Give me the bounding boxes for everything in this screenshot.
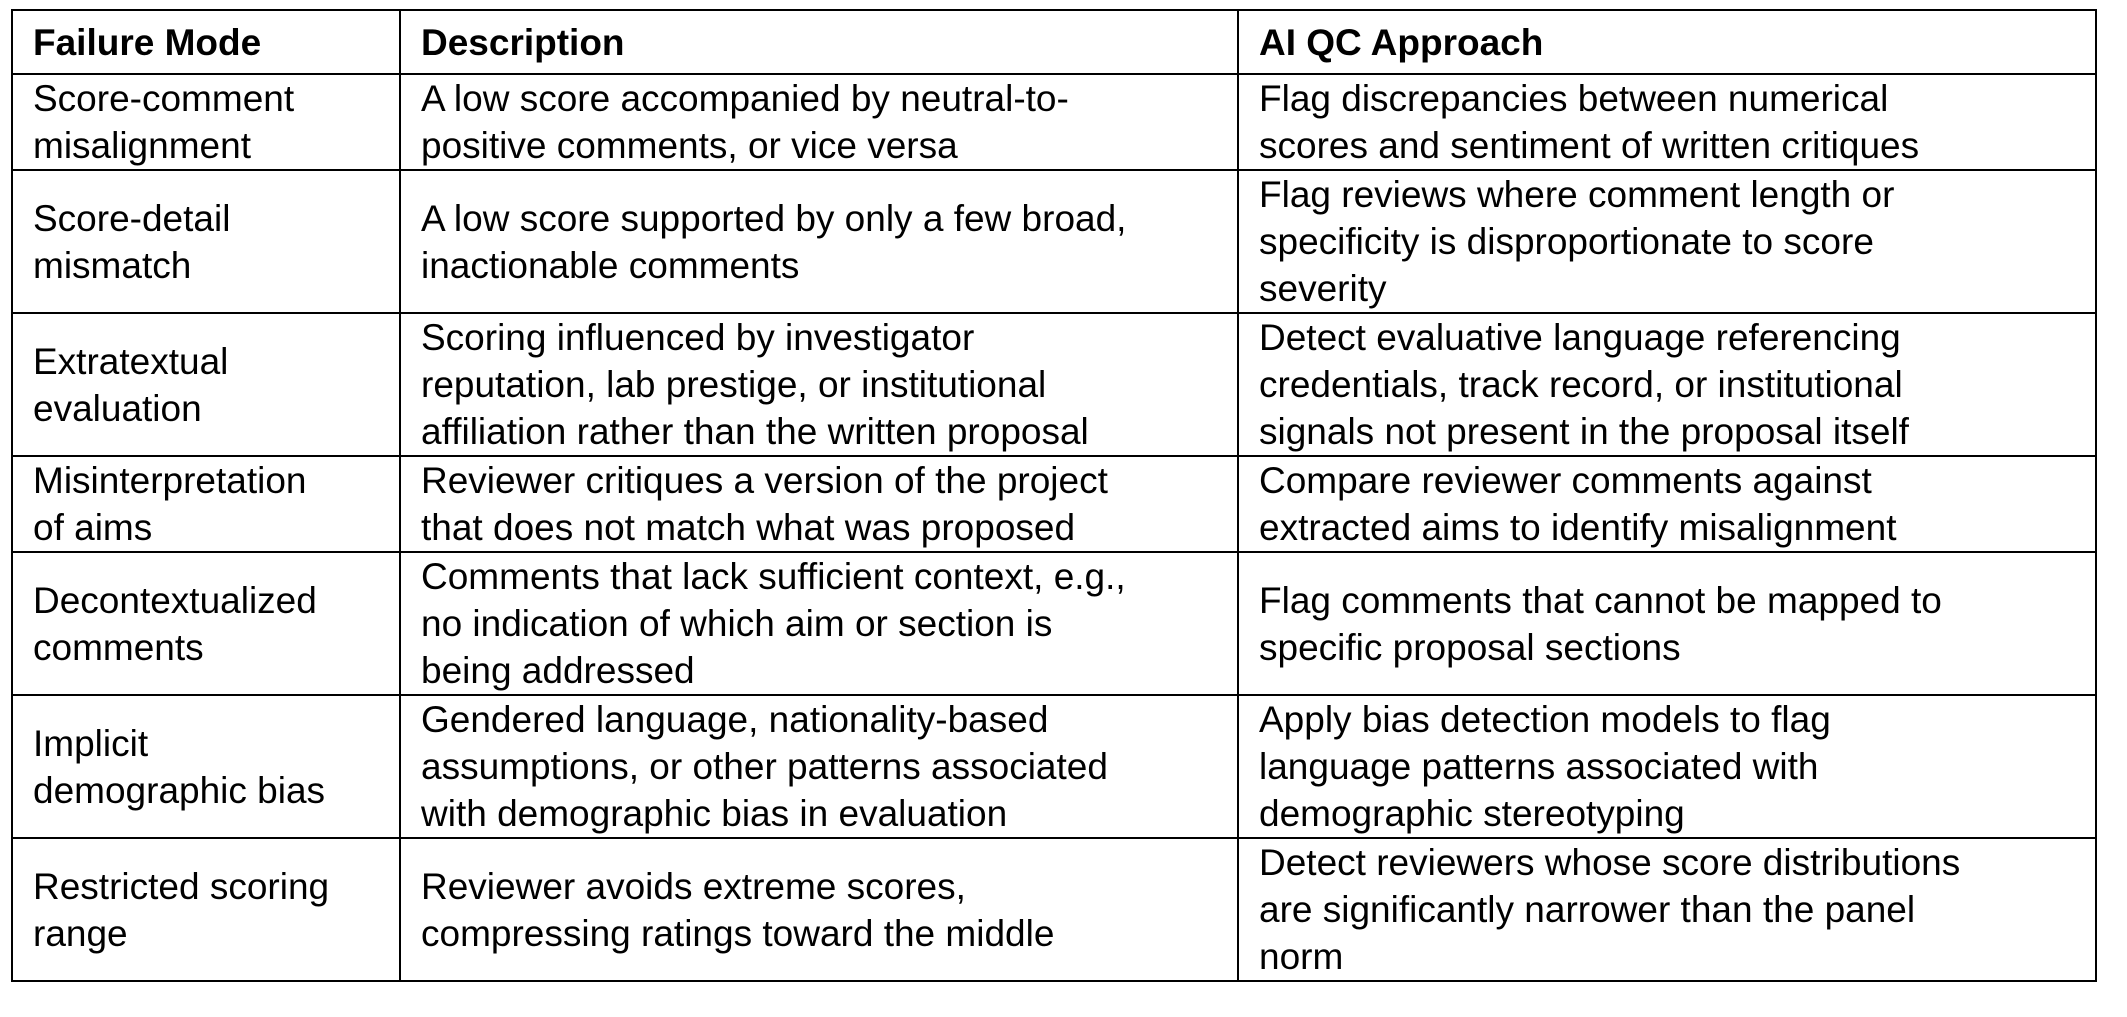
- table-row: [12, 74, 2096, 170]
- description-cell: Comments that lack sufficient context, e.g., no indication of which aim or section is being addressed: [400, 552, 1238, 695]
- description-cell: Reviewer avoids extreme scores, compressing ratings toward the middle: [400, 838, 1238, 981]
- ai-qc-approach-cell: Flag comments that cannot be mapped to specific proposal sections: [1238, 552, 2096, 695]
- table-header-row: [12, 10, 2096, 74]
- failure-mode-cell: Extratextual evaluation: [12, 313, 400, 456]
- ai-qc-approach-cell: Detect evaluative language referencing credentials, track record, or institutional signals not present in the proposal itself: [1238, 313, 2096, 456]
- description-cell: Reviewer critiques a version of the project that does not match what was proposed: [400, 456, 1238, 552]
- description-cell: A low score supported by only a few broad, inactionable comments: [400, 170, 1238, 313]
- ai-qc-approach-cell: Detect reviewers whose score distributions are significantly narrower than the panel norm: [1238, 838, 2096, 981]
- failure-mode-cell: Score-comment misalignment: [12, 74, 400, 170]
- failure-modes-table: [11, 9, 2097, 982]
- table-row: [12, 313, 2096, 456]
- table-row: [12, 552, 2096, 695]
- column-header-failure-mode: Failure Mode: [12, 10, 400, 74]
- description-cell: Scoring influenced by investigator reputation, lab prestige, or institutional affiliation rather than the written proposal: [400, 313, 1238, 456]
- ai-qc-approach-cell: Flag discrepancies between numerical scores and sentiment of written critiques: [1238, 74, 2096, 170]
- column-header-ai-qc-approach: AI QC Approach: [1238, 10, 2096, 74]
- failure-mode-cell: Restricted scoring range: [12, 838, 400, 981]
- table-row: [12, 170, 2096, 313]
- failure-mode-cell: Misinterpretation of aims: [12, 456, 400, 552]
- failure-mode-cell: Implicit demographic bias: [12, 695, 400, 838]
- ai-qc-approach-cell: Compare reviewer comments against extracted aims to identify misalignment: [1238, 456, 2096, 552]
- ai-qc-approach-cell: Apply bias detection models to flag language patterns associated with demographic stereotyping: [1238, 695, 2096, 838]
- column-header-description: Description: [400, 10, 1238, 74]
- failure-mode-cell: Score-detail mismatch: [12, 170, 400, 313]
- description-cell: Gendered language, nationality-based assumptions, or other patterns associated with demographic bias in evaluation: [400, 695, 1238, 838]
- table-row: [12, 456, 2096, 552]
- description-cell: A low score accompanied by neutral-to- positive comments, or vice versa: [400, 74, 1238, 170]
- table-row: [12, 838, 2096, 981]
- ai-qc-approach-cell: Flag reviews where comment length or specificity is disproportionate to score severity: [1238, 170, 2096, 313]
- failure-mode-cell: Decontextualized comments: [12, 552, 400, 695]
- table-row: [12, 695, 2096, 838]
